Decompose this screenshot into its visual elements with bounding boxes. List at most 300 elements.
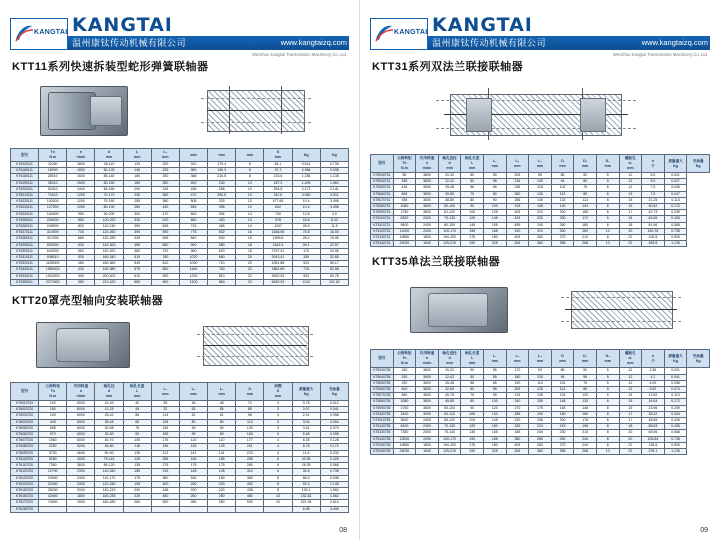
- table-cell: KT5050735: [371, 380, 394, 386]
- table-cell: 240: [529, 430, 552, 436]
- table-cell: 225: [151, 168, 179, 174]
- table-cell: 170: [292, 248, 320, 254]
- table-cell: 95: [529, 173, 552, 179]
- table-cell: 93: [529, 368, 552, 374]
- table-cell: 5: [596, 380, 619, 386]
- column-header: 螺栓孔 d₁ mm: [619, 155, 642, 173]
- table-cell: 6: [264, 463, 292, 469]
- column-header: 公称转矩 Tn N.m: [393, 155, 416, 173]
- table-cell: 32-65: [438, 387, 461, 393]
- table-cell: KT6070720: [11, 438, 39, 444]
- column-header: L₂ mm: [179, 383, 207, 401]
- table-cell: 225: [123, 494, 151, 500]
- dash-line-7: [561, 297, 681, 298]
- table-cell: 270: [506, 405, 529, 411]
- column-header: 轴孔长度 L mm: [461, 350, 484, 368]
- table-cell: KT6140720: [11, 481, 39, 487]
- table-cell: 61-120: [438, 210, 461, 216]
- table-cell: 224: [529, 424, 552, 430]
- table-cell: 110: [179, 438, 207, 444]
- table-cell: 260: [506, 191, 529, 197]
- table-cell: 3.050: [292, 193, 320, 199]
- table-cell: 1.135: [320, 481, 348, 487]
- table-cell: 321.54: [292, 500, 320, 506]
- table-cell: KT5050731: [371, 185, 394, 191]
- table-cell: 95: [483, 393, 506, 399]
- table-cell: 384: [529, 241, 552, 247]
- table-cell: 110-170: [95, 475, 123, 481]
- table-cell: 455: [506, 222, 529, 228]
- table-cell: 148: [551, 399, 574, 405]
- table-cell: 12700: [39, 469, 67, 475]
- table-cell: 6300: [393, 216, 416, 222]
- table-cell: 0.027: [664, 179, 687, 185]
- table-cell: 240: [208, 180, 236, 186]
- company-logo: [10, 18, 68, 50]
- table-cell: 11000: [393, 228, 416, 234]
- table-cell: 22400: [39, 481, 67, 487]
- table-cell: KT5130731: [371, 235, 394, 241]
- table-cell: 630: [67, 242, 95, 248]
- table-cell: 18: [236, 248, 264, 254]
- table-cell: KT6350111: [11, 279, 39, 285]
- column-header: L₃ mm: [529, 350, 552, 368]
- table-cell: 40-70: [95, 438, 123, 444]
- table-cell: 85: [574, 387, 597, 393]
- flange-left: [466, 98, 492, 132]
- table-cell: 180-360: [95, 261, 123, 267]
- table-cell: 225: [483, 241, 506, 247]
- table-cell: 1636.96: [264, 230, 292, 236]
- table-cell: 775: [179, 230, 207, 236]
- table-cell: [179, 506, 207, 512]
- table-cell: 3600: [416, 197, 439, 203]
- table-cell: 145: [151, 425, 179, 431]
- section-drawing-2: [203, 326, 309, 366]
- table-cell: 360: [151, 475, 179, 481]
- table-cell: 284: [529, 442, 552, 448]
- table-cell: 128: [151, 419, 179, 425]
- table-cell: KT5100731: [371, 216, 394, 222]
- table-cell: 99: [179, 432, 207, 438]
- table-cell: 180: [483, 442, 506, 448]
- table-cell: 0.568: [664, 222, 687, 228]
- column-header: S mm: [264, 149, 292, 162]
- table-cell: 11.6: [292, 450, 320, 456]
- table-cell: 201: [236, 444, 264, 450]
- table-cell: 390: [123, 230, 151, 236]
- column-header: 许用转速 n r/min: [67, 383, 95, 401]
- table-cell: 0.738: [664, 228, 687, 234]
- table-cell: [39, 506, 67, 512]
- table-cell: 4: [264, 444, 292, 450]
- table-cell: 1800: [67, 162, 95, 168]
- table-cell: 0.738: [664, 436, 687, 442]
- table-cell: 100: [39, 401, 67, 407]
- table-cell: 650: [393, 393, 416, 399]
- table-cell: 2000: [67, 487, 95, 493]
- table-cell: 1050: [67, 205, 95, 211]
- table-cell: 938: [393, 197, 416, 203]
- table-cell: 5.48: [292, 432, 320, 438]
- table-cell: 125: [179, 444, 207, 450]
- page-header-left: [10, 8, 349, 57]
- column-header: n 个: [642, 155, 665, 173]
- gear-hub: [48, 92, 96, 130]
- table-cell: [123, 506, 151, 512]
- table-cell: 250: [551, 216, 574, 222]
- table-cell: 255: [236, 456, 264, 462]
- table-cell: 0.041: [664, 374, 687, 380]
- table-cell: 52: [574, 173, 597, 179]
- figure-ktt35-photo: [370, 273, 535, 345]
- table-cell: 28-48: [95, 419, 123, 425]
- table-cell: 260: [574, 228, 597, 234]
- table-cell: 215: [506, 393, 529, 399]
- table-cell: 1142: [292, 279, 320, 285]
- spec-table-ktt11: [10, 148, 349, 286]
- table-cell: 1800: [67, 494, 95, 500]
- table-cell: 2300: [67, 469, 95, 475]
- table-cell: 1.186: [292, 174, 320, 180]
- table-cell: 2000: [416, 436, 439, 442]
- column-header: L mm: [123, 149, 151, 162]
- table-cell: KT6300111: [11, 248, 39, 254]
- table-cell: 50: [461, 173, 484, 179]
- table-cell: 900: [179, 242, 207, 248]
- table-cell: 80: [208, 419, 236, 425]
- table-cell: 45-110: [95, 162, 123, 168]
- table-cell: 3: [264, 425, 292, 431]
- column-header: L₃ mm: [208, 383, 236, 401]
- dim-line-v1: [229, 86, 230, 134]
- table-cell: 280: [123, 205, 151, 211]
- table-cell: 210: [529, 210, 552, 216]
- table-cell: 140-340: [95, 469, 123, 475]
- spec-table-ktt35: [370, 349, 710, 455]
- figure-ktt11-photo: [10, 78, 175, 144]
- table-cell: 200: [123, 186, 151, 192]
- table-cell: KT6130720: [11, 475, 39, 481]
- table-cell: 405: [506, 210, 529, 216]
- section-drawing: [207, 90, 305, 132]
- table-cell: 196.3: [208, 168, 236, 174]
- column-header: L₁ mm: [151, 149, 179, 162]
- table-cell: 270: [551, 235, 574, 241]
- table-cell: 2000: [416, 228, 439, 234]
- table-cell: 195: [123, 481, 151, 487]
- column-header: L₁ mm: [151, 383, 179, 401]
- table-cell: 608: [393, 191, 416, 197]
- table-cell: 950: [67, 211, 95, 217]
- table-cell: 25-48: [438, 185, 461, 191]
- table-cell: KT5080731: [371, 204, 394, 210]
- table-cell: 240: [506, 399, 529, 405]
- logo-mark-right: [372, 20, 426, 48]
- table-cell: 48.65: [642, 418, 665, 424]
- dim-line-v2: [281, 86, 282, 134]
- table-cell: 400: [151, 481, 179, 487]
- table-cell: KT6180111: [11, 174, 39, 180]
- table-cell: 14: [236, 211, 264, 217]
- table-cell: 12: [619, 368, 642, 374]
- table-cell: 18: [619, 222, 642, 228]
- table-cell: 545: [179, 205, 207, 211]
- table-cell: 75: [574, 185, 597, 191]
- table-cell: 155: [151, 432, 179, 438]
- table-cell: 145: [483, 216, 506, 222]
- table-cell: 960: [151, 279, 179, 285]
- table-cell: 530: [151, 500, 179, 506]
- table-cell: 3: [264, 407, 292, 413]
- table-cell: 932: [292, 273, 320, 279]
- table-cell: 0.938: [320, 168, 348, 174]
- table-cell: 0.058: [320, 413, 348, 419]
- table-cell: 230: [551, 430, 574, 436]
- table-cell: 130: [483, 411, 506, 417]
- column-header: 充油量 Kg: [687, 155, 710, 173]
- column-header: 轴孔长度 L mm: [461, 155, 484, 173]
- table-cell: 80-150: [438, 222, 461, 228]
- column-header: D₂ mm: [596, 155, 619, 173]
- table-cell: 28: [151, 401, 179, 407]
- table-cell: 4051.88: [264, 261, 292, 267]
- table-cell: 350: [151, 193, 179, 199]
- table-cell: 2400: [416, 418, 439, 424]
- table-cell: KT6260111: [11, 224, 39, 230]
- table-cell: 602: [264, 205, 292, 211]
- table-cell: 226: [574, 436, 597, 442]
- table-cell: 0.426: [664, 216, 687, 222]
- table-cell: 86: [551, 368, 574, 374]
- table-cell: 0.900: [664, 442, 687, 448]
- table-cell: 230: [529, 216, 552, 222]
- table-cell: 172: [574, 216, 597, 222]
- table-cell: KT5150735: [371, 442, 394, 448]
- table-cell: 12: [236, 205, 264, 211]
- table-cell: 10: [236, 193, 264, 199]
- table-cell: 6: [264, 469, 292, 475]
- table-cell: 0.036: [664, 185, 687, 191]
- table-cell: 150: [529, 399, 552, 405]
- table-cell: 141: [179, 450, 207, 456]
- table-cell: 0.239: [664, 210, 687, 216]
- table-cell: 50.17: [320, 261, 348, 267]
- table-cell: 141: [208, 450, 236, 456]
- table-cell: 21.25: [642, 197, 665, 203]
- table-cell: 7350: [39, 463, 67, 469]
- table-cell: 2.814: [320, 500, 348, 506]
- column-header: Kg: [292, 149, 320, 162]
- table-row: [11, 279, 349, 285]
- logo-text: KANGTAI: [394, 29, 428, 36]
- table-cell: 22.57: [320, 242, 348, 248]
- table-cell: 5200: [67, 444, 95, 450]
- table-cell: 50: [461, 368, 484, 374]
- table-cell: 101.62: [320, 279, 348, 285]
- table-cell: 710: [208, 261, 236, 267]
- table-cell: 6: [596, 222, 619, 228]
- table-cell: 132: [551, 393, 574, 399]
- table-cell: 99: [208, 432, 236, 438]
- table-cell: 230: [393, 380, 416, 386]
- table-cell: 80: [461, 197, 484, 203]
- table-cell: 65: [483, 185, 506, 191]
- figure-ktt31-drawing: [370, 78, 710, 150]
- table-cell: 430: [67, 267, 95, 273]
- table-cell: 100: [483, 399, 506, 405]
- table-cell: 1580000: [39, 267, 67, 273]
- table-cell: 28.2: [292, 236, 320, 242]
- figure-ktt11: [10, 78, 349, 144]
- table-cell: 1080: [393, 399, 416, 405]
- table-cell: 120-180: [95, 481, 123, 487]
- table-cell: 480: [236, 494, 264, 500]
- table-cell: 18.8: [292, 217, 320, 223]
- table-cell: 345: [506, 430, 529, 436]
- table-cell: 19.95: [320, 236, 348, 242]
- spec-table-ktt31-header-row: [371, 155, 710, 173]
- table-cell: 2372000: [39, 279, 67, 285]
- table-cell: 180: [208, 475, 236, 481]
- table-cell: 394: [208, 211, 236, 217]
- table-cell: 120: [574, 393, 597, 399]
- table-cell: KT5060731: [371, 191, 394, 197]
- table-cell: 1300: [179, 279, 207, 285]
- table-cell: 610: [123, 273, 151, 279]
- column-header: 型号: [371, 155, 394, 173]
- table-cell: 260: [123, 500, 151, 506]
- table-cell: 30-58: [95, 425, 123, 431]
- table-cell: 2400: [416, 216, 439, 222]
- table-cell: 480: [151, 494, 179, 500]
- table-cell: 140-215: [95, 487, 123, 493]
- table-cell: 170: [506, 368, 529, 374]
- dash-line-3: [197, 334, 313, 335]
- table-cell: 50: [461, 374, 484, 380]
- column-header: L₃ mm: [529, 155, 552, 173]
- table-cell: 310: [236, 469, 264, 475]
- table-cell: 6000: [67, 407, 95, 413]
- table-cell: 125-210: [438, 449, 461, 455]
- dash-line-8: [561, 321, 681, 322]
- table-cell: 1.562: [320, 180, 348, 186]
- table-cell: KT6120720: [11, 469, 39, 475]
- table-cell: KT6170720: [11, 500, 39, 506]
- table-cell: 4.9: [320, 211, 348, 217]
- table-cell: 0.113: [664, 197, 687, 203]
- spec-table-ktt31-head: [371, 155, 710, 173]
- table-cell: 20-32: [438, 368, 461, 374]
- table-cell: 1090: [179, 261, 207, 267]
- table-cell: 15: [619, 204, 642, 210]
- column-header: 充油量 Kg: [320, 383, 348, 401]
- table-cell: 90: [123, 432, 151, 438]
- table-cell: 0.735: [320, 162, 348, 168]
- table-cell: 680: [151, 242, 179, 248]
- table-cell: 25030: [393, 449, 416, 455]
- table-cell: 0.568: [320, 463, 348, 469]
- table-cell: KT5130735: [371, 430, 394, 436]
- table-cell: 70-130: [438, 424, 461, 430]
- column-header: 公称转矩 Tn N.m: [39, 383, 67, 401]
- table-cell: 530000: [39, 242, 67, 248]
- table-cell: 100-170: [438, 436, 461, 442]
- table-cell: 353.8: [642, 241, 665, 247]
- table-row: [11, 506, 349, 512]
- table-cell: 0.334: [664, 411, 687, 417]
- column-header: mm: [208, 149, 236, 162]
- table-cell: 56: [461, 185, 484, 191]
- table-cell: 311.6: [264, 193, 292, 199]
- table-cell: 6000: [67, 432, 95, 438]
- table-cell: 270: [551, 442, 574, 448]
- table-cell: 15: [619, 197, 642, 203]
- table-cell: 1185000: [39, 261, 67, 267]
- table-cell: 130-280: [95, 236, 123, 242]
- table-cell: KT5060735: [371, 387, 394, 393]
- spec-table-ktt20-head: [11, 383, 349, 401]
- table-cell: 1500: [67, 500, 95, 506]
- table-cell: 165: [208, 456, 236, 462]
- table-cell: 200: [123, 487, 151, 493]
- table-cell: 268: [574, 449, 597, 455]
- table-cell: 113: [529, 380, 552, 386]
- spec-table-ktt31: [370, 154, 710, 247]
- table-cell: 0.021: [664, 173, 687, 179]
- table-cell: 6: [596, 191, 619, 197]
- table-cell: 180: [574, 222, 597, 228]
- table-cell: KT5120731: [371, 228, 394, 234]
- table-cell: 1800: [67, 168, 95, 174]
- table-cell: 380: [151, 199, 179, 205]
- table-cell: 524: [292, 261, 320, 267]
- table-cell: 150: [461, 436, 484, 442]
- table-cell: 0.172: [664, 399, 687, 405]
- table-cell: 175: [151, 438, 179, 444]
- table-cell: 2442.4: [264, 242, 292, 248]
- table-cell: 165: [483, 430, 506, 436]
- table-cell: 140: [529, 197, 552, 203]
- table-cell: 125: [208, 444, 236, 450]
- table-cell: 6.35: [292, 438, 320, 444]
- table-cell: 56: [461, 380, 484, 386]
- table-cell: 150-235: [95, 494, 123, 500]
- dash-line-4: [197, 356, 313, 357]
- table-cell: 46: [179, 401, 207, 407]
- table-cell: 6000: [67, 438, 95, 444]
- table-cell: 1600: [416, 241, 439, 247]
- table-cell: 3600: [416, 185, 439, 191]
- table-cell: 52010: [39, 186, 67, 192]
- table-cell: 74600: [39, 500, 67, 506]
- table-cell: 255: [151, 456, 179, 462]
- table-cell: 1207: [264, 224, 292, 230]
- table-cell: 113: [236, 419, 264, 425]
- table-cell: 2400: [67, 481, 95, 487]
- table-cell: 2757.91: [264, 248, 292, 254]
- section-title-ktt35: KTT35单法兰联接联轴器: [372, 256, 501, 269]
- table-cell: 140-300: [95, 242, 123, 248]
- table-cell: 6000: [67, 425, 95, 431]
- table-cell: 8: [596, 436, 619, 442]
- table-cell: 70: [461, 191, 484, 197]
- table-cell: 75: [461, 393, 484, 399]
- table-cell: 175: [123, 475, 151, 481]
- table-cell: 428: [393, 185, 416, 191]
- column-header: 轴孔径 d mm: [95, 383, 123, 401]
- table-cell: 55: [393, 173, 416, 179]
